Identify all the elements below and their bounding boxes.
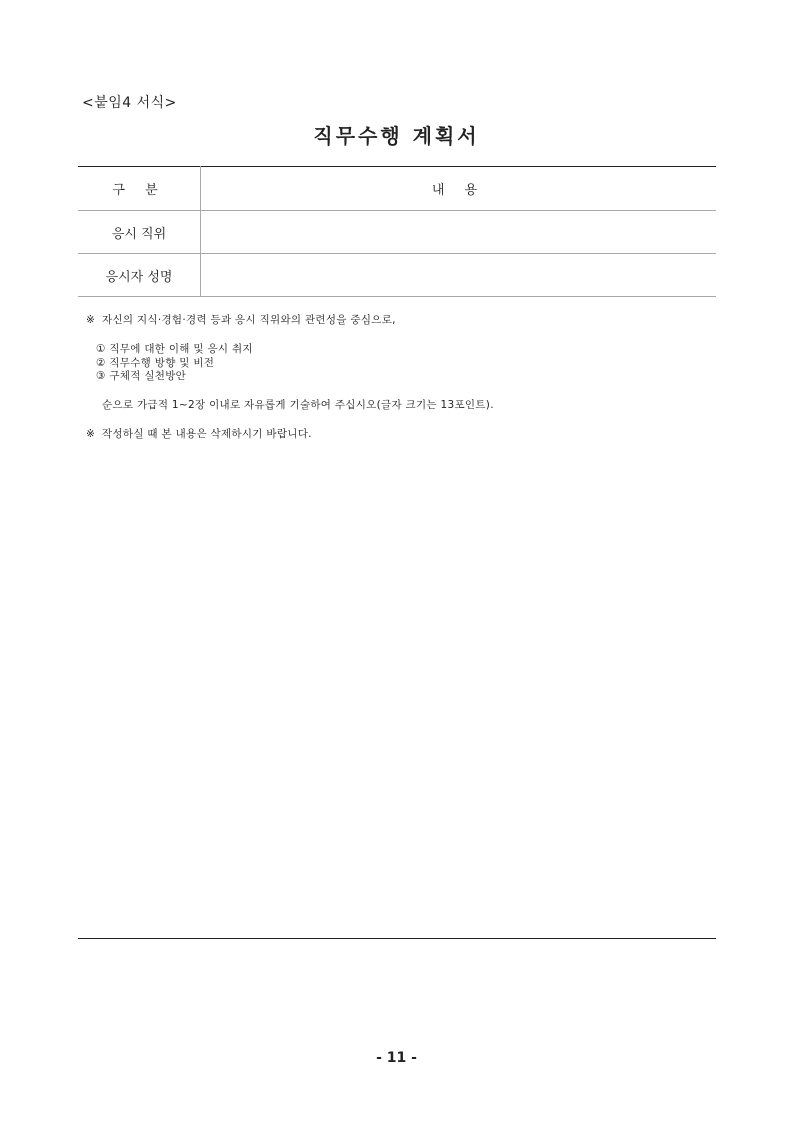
document-title-text: 직무수행 계획서 (313, 124, 480, 148)
header-category (78, 167, 201, 211)
table-row-name (78, 254, 716, 297)
list-item: ② 직무수행 방향 및 비전 (96, 356, 215, 369)
instruction-list (86, 343, 494, 384)
position-label: 응시 직위 (78, 211, 201, 254)
info-table (78, 166, 716, 297)
reference-mark: ※ (86, 314, 96, 326)
attachment-label: <붙임4 서식> (82, 95, 177, 111)
note-closing: 순으로 가급적 1~2장 이내로 자유롭게 기술하여 주십시오(글자 크기는 13포인트). (102, 398, 494, 411)
document-title (0, 120, 793, 149)
note-delete-text: 작성하실 때 본 내용은 삭제하시기 바랍니다. (102, 427, 312, 440)
reference-mark: ※ (86, 427, 96, 440)
table-header-row (78, 167, 716, 211)
note-delete-notice (86, 427, 494, 442)
applicant-name-value-cell[interactable] (201, 254, 717, 297)
note-intro (86, 313, 494, 328)
list-item: ③ 구체적 실천방안 (96, 370, 187, 382)
applicant-name-label: 응시자 성명 (78, 254, 201, 297)
instructions (86, 313, 494, 442)
bottom-divider (78, 938, 716, 939)
position-value-cell[interactable] (201, 211, 717, 254)
header-content-text: 내 용 (431, 183, 486, 198)
header-category-text: 구 분 (112, 183, 166, 198)
note-intro-text: 자신의 지식·경험·경력 등과 응시 직위와의 관련성을 중심으로, (102, 314, 396, 326)
page-number: - 11 - (376, 1050, 417, 1066)
header-content (201, 167, 717, 211)
list-item: ① 직무에 대한 이해 및 응시 취지 (96, 343, 253, 355)
table-row-position (78, 211, 716, 254)
